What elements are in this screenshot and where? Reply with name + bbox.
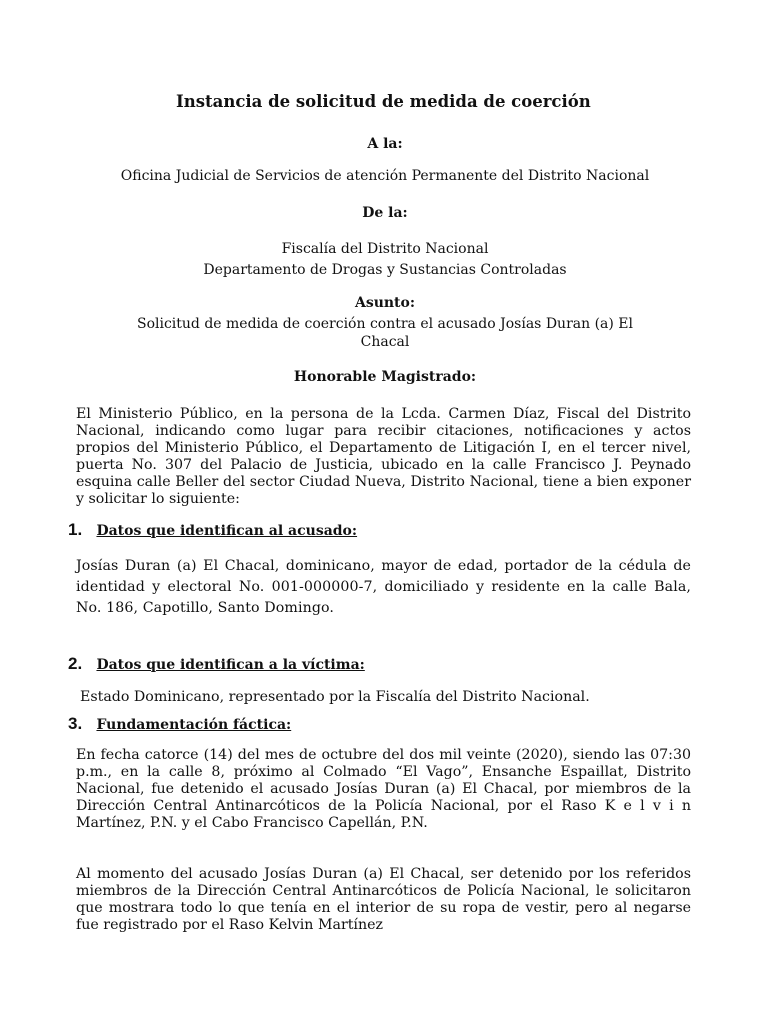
- subject-line-2: Chacal: [360, 334, 410, 350]
- section-1-body: Josías Duran (a) El Chacal, dominicano, mayor de edad, portador de la cédula de identidad y electoral No. 001-000000-7, domiciliado y residente en la calle Bala, No. 186, Capotillo, Santo Domingo.: [76, 558, 691, 616]
- intro-paragraph: El Ministerio Público, en la persona de la Lcda. Carmen Díaz, Fiscal del Distrito Nacional, indicando como lugar para recibir citaciones, notificaciones y actos propios del Ministerio Público, el Departamento de Litigación I, en el tercer nivel, puerta No. 307 del Palacio de Justicia, ubicado en la calle Francisco J. Peynado esquina calle Beller del sector Ciudad Nueva, Distrito Nacional, tiene a bien exponer y solicitar lo siguiente:: [76, 406, 691, 507]
- subject-line-1: Solicitud de medida de coerción contra el acusado Josías Duran (a) El: [136, 316, 633, 332]
- section-2-number: 2.: [68, 654, 83, 673]
- section-3-body: En fecha catorce (14) del mes de octubre del dos mil veinte (2020), siendo las 07:30 p.m., en la calle 8, próximo al Colmado “El Vago”, Ensanche Espaillat, Distrito Nacional, fue detenido el acusado Josías Duran (a) El Chacal, por miembros de la Dirección Central Antinarcóticos de la Policía Nacional, por el Raso K e l v i n Martínez, P.N. y el Cabo Francisco Capellán, P.N.: [76, 747, 691, 831]
- section-1-number: 1.: [68, 520, 83, 539]
- from-line-1: Fiscalía del Distrito Nacional: [281, 241, 489, 257]
- from-line-2: Departamento de Drogas y Sustancias Controladas: [203, 262, 567, 278]
- section-3-title: Fundamentación fáctica:: [96, 717, 292, 733]
- section-2-body: Estado Dominicano, representado por la Fiscalía del Distrito Nacional.: [80, 689, 590, 705]
- document-title: Instancia de solicitud de medida de coerción: [176, 92, 591, 111]
- to-value: Oficina Judicial de Servicios de atención Permanente del Distrito Nacional: [120, 168, 650, 184]
- section-1-heading: [68, 520, 357, 540]
- section-3-number: 3.: [68, 714, 83, 733]
- subject-label: Asunto:: [354, 295, 416, 311]
- from-label: De la:: [362, 205, 408, 221]
- section-3-heading: [68, 714, 291, 734]
- salutation: Honorable Magistrado:: [293, 369, 477, 385]
- to-label: A la:: [367, 136, 403, 152]
- section-3-body-continued: Al momento del acusado Josías Duran (a) El Chacal, ser detenido por los referidos miembros de la Dirección Central Antinarcóticos de Policía Nacional, le solicitaron que mostrara todo lo que tenía en el interior de su ropa de vestir, pero al negarse fue registrado por el Raso Kelvin Martínez: [76, 866, 691, 933]
- section-1-title: Datos que identifican al acusado:: [96, 523, 358, 539]
- section-2-heading: [68, 654, 365, 674]
- section-2-title: Datos que identifican a la víctima:: [96, 657, 365, 673]
